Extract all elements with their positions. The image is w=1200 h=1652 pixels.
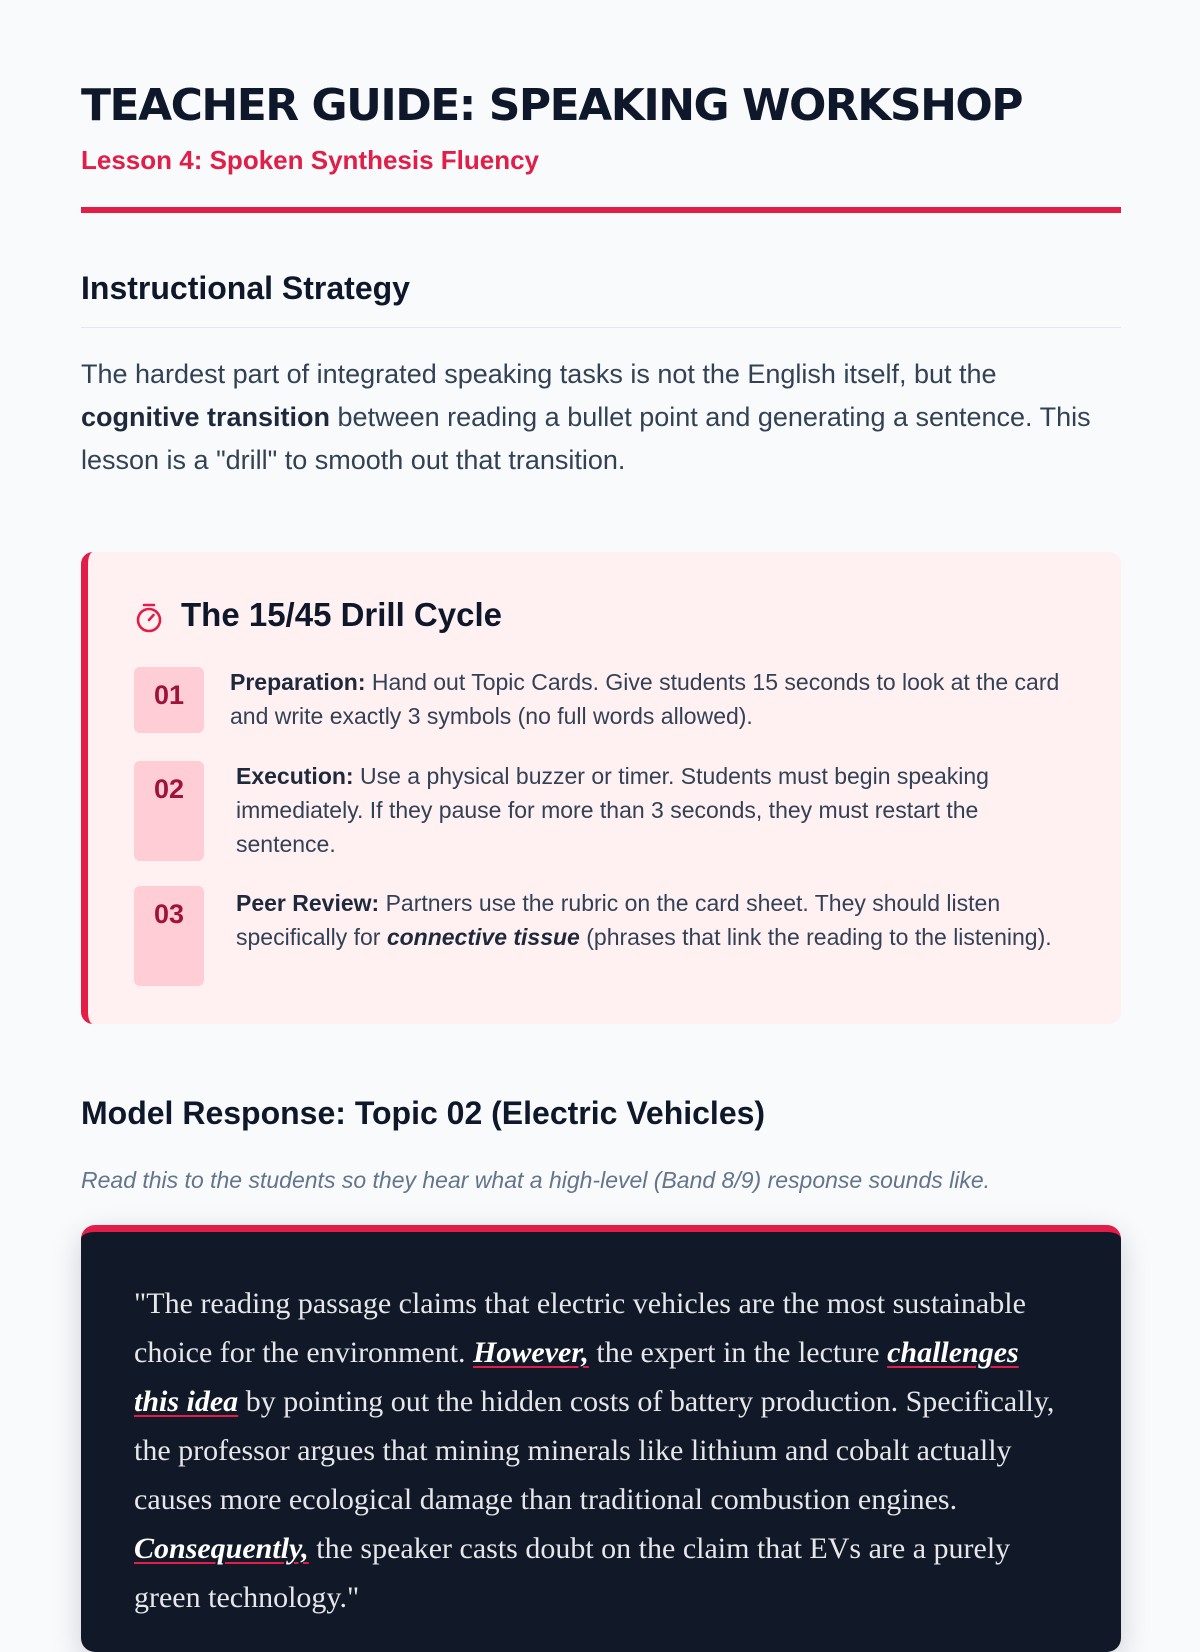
drill-title: The 15/45 Drill Cycle (181, 596, 502, 633)
step-text (230, 665, 1060, 733)
strategy-paragraph (81, 353, 1121, 482)
step-description: Hand out Topic Cards. Give students 15 seconds to look at the card and write exactly 3 symbols (no full words allowed). (230, 669, 1060, 729)
step-label: Execution: (236, 763, 354, 789)
response-text: by pointing out the hidden costs of battery production. Specifically, the professor argues that mining minerals like lithium and cobalt actually causes more ecological damage than traditional combustion engines. (134, 1385, 1055, 1516)
response-text: the expert in the lecture (588, 1336, 888, 1369)
strategy-text-2: between reading a bullet point and generating a sentence. This lesson is a "drill" to smooth out that transition. (81, 402, 1091, 475)
strategy-divider (81, 327, 1121, 328)
highlighted-connector: However, (473, 1336, 589, 1369)
step-emphasis: connective tissue (386, 924, 580, 950)
strategy-text-1: The hardest part of integrated speaking tasks is not the English itself, but the (81, 359, 997, 389)
strategy-bold-term: cognitive transition (81, 402, 331, 432)
step-description: (phrases that link the reading to the listening). (579, 924, 1052, 950)
highlighted-connector: challenges this idea (134, 1336, 1019, 1418)
highlighted-connector: Consequently, (134, 1532, 309, 1565)
step-description: Partners use the rubric on the card sheet. They should listen specifically for (236, 890, 1001, 950)
page-title: TEACHER GUIDE: SPEAKING WORKSHOP (81, 80, 1023, 131)
model-response-card (81, 1225, 1121, 1652)
response-text: "The reading passage claims that electric vehicles are the most sustainable choice for the environment. (134, 1287, 1026, 1369)
step-text (236, 886, 1066, 954)
step-number-badge: 02 (134, 761, 204, 861)
step-text (236, 759, 1066, 861)
model-response-text (134, 1279, 1069, 1622)
step-label: Preparation: (230, 669, 366, 695)
step-number-badge: 01 (134, 667, 204, 733)
title-divider (81, 207, 1121, 213)
model-instruction: Read this to the students so they hear what a high-level (Band 8/9) response sounds like. (81, 1167, 991, 1193)
step-number-badge: 03 (134, 886, 204, 986)
step-label: Peer Review: (236, 890, 380, 916)
response-text: the speaker casts doubt on the claim that EVs are a purely green technology." (134, 1532, 1011, 1614)
stopwatch-icon (134, 602, 164, 634)
drill-cycle-box (81, 552, 1121, 1024)
model-heading: Model Response: Topic 02 (Electric Vehicles) (81, 1095, 766, 1131)
lesson-subtitle: Lesson 4: Spoken Synthesis Fluency (81, 145, 540, 175)
step-description: Use a physical buzzer or timer. Students must begin speaking immediately. If they pause for more than 3 seconds, they must restart the sentence. (236, 763, 989, 857)
strategy-heading: Instructional Strategy (81, 270, 410, 306)
